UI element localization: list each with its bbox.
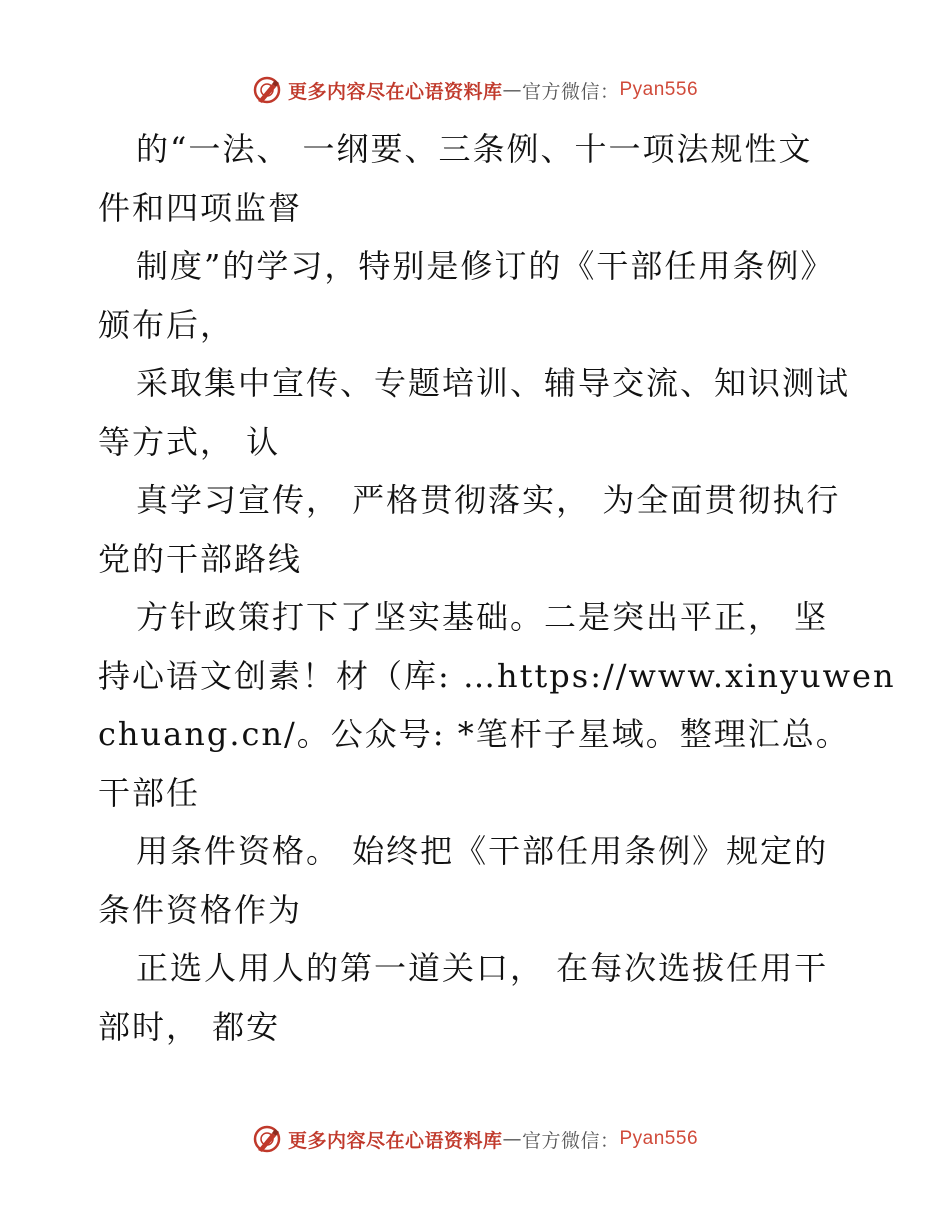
header-banner-text: 更多内容尽在心语资料库: [287, 80, 503, 103]
body-line: 方针政策打下了坚实基础。二是突出平正， 坚: [136, 598, 829, 636]
body-line: 等方式， 认: [98, 422, 281, 461]
body-line: 颁布后，: [98, 305, 235, 344]
footer-banner-separator: —: [502, 1128, 522, 1150]
footer-banner: [0, 1119, 950, 1159]
header-wechat-label: 官方微信：: [521, 80, 620, 103]
footer-wechat-id: Pyan556: [619, 1128, 699, 1149]
footer-banner-text: 更多内容尽在心语资料库: [287, 1129, 503, 1152]
body-line: 干部任: [98, 773, 201, 812]
body-line: 持心语文创素！材（库: …https://www.xinyuwen: [98, 656, 896, 695]
body-line: 制度”的学习，特别是修订的《干部任用条例》: [136, 247, 835, 285]
body-line: 条件资格作为: [98, 890, 303, 929]
document-body: [98, 120, 896, 1056]
body-line: 正选人用人的第一道关口， 在每次选拔任用干: [136, 949, 829, 987]
body-line: 真学习宣传， 严格贯彻落实， 为全面贯彻执行: [136, 481, 841, 519]
body-line: 党的干部路线: [98, 539, 303, 578]
body-line: chuang.cn/。公众号: *笔杆子星域。整理汇总。: [98, 715, 850, 753]
body-line: 采取集中宣传、专题培训、辅导交流、知识测试: [136, 364, 851, 402]
body-line: 用条件资格。 始终把《干部任用条例》规定的: [136, 832, 829, 870]
body-line: 件和四项监督: [98, 188, 303, 227]
footer-wechat-label: 官方微信：: [521, 1129, 620, 1152]
header-banner-separator: —: [502, 79, 522, 101]
body-line: 部时， 都安: [98, 1007, 281, 1046]
header-banner: [0, 70, 950, 110]
pen-logo-icon: [252, 75, 282, 105]
header-wechat-id: Pyan556: [619, 79, 699, 100]
body-line: 的“一法、 一纲要、三条例、十一项法规性文: [136, 130, 813, 168]
pen-logo-icon: [252, 1124, 282, 1154]
